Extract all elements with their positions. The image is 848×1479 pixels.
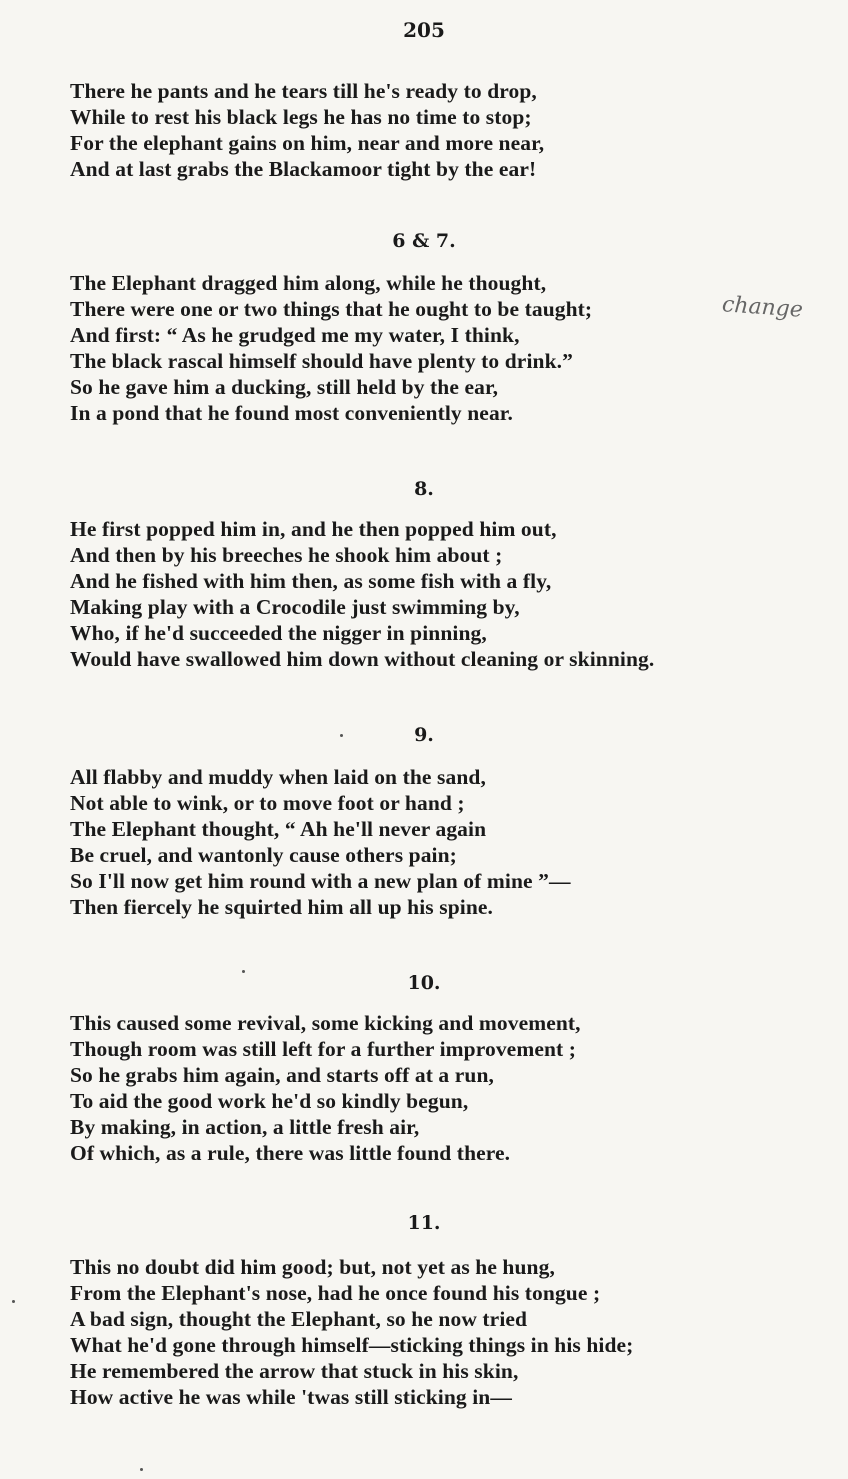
stanza-line: In a pond that he found most conveniently near. <box>70 401 513 425</box>
stanza-line: While to rest his black legs he has no time to stop; <box>70 105 532 129</box>
stanza <box>70 78 830 182</box>
stanza-number: 6 & 7. <box>392 230 456 252</box>
stanza-line: Not able to wink, or to move foot or hand ; <box>70 791 465 815</box>
stanza-line: He first popped him in, and he then popped him out, <box>70 517 557 541</box>
page-number: 205 <box>403 18 445 42</box>
stanza-line: How active he was while 'twas still sticking in— <box>70 1385 512 1409</box>
stanza-line: Who, if he'd succeeded the nigger in pinning, <box>70 621 487 645</box>
stanza-line: So he gave him a ducking, still held by the ear, <box>70 375 499 399</box>
stanza-line: A bad sign, thought the Elephant, so he now tried <box>70 1307 528 1331</box>
stanza-line: So he grabs him again, and starts off at a run, <box>70 1063 494 1087</box>
stanza <box>70 516 830 672</box>
stanza-line: The Elephant thought, “ Ah he'll never again <box>70 817 487 841</box>
stanza <box>70 270 830 426</box>
stanza-line: So I'll now get him round with a new plan of mine ”— <box>70 869 571 893</box>
stanza-line: There he pants and he tears till he's ready to drop, <box>70 79 537 103</box>
handwritten-margin-note: change <box>721 292 804 323</box>
print-speck <box>140 1468 143 1471</box>
stanza-line: Then fiercely he squirted him all up his spine. <box>70 895 494 919</box>
stanza-line: By making, in action, a little fresh air, <box>70 1115 420 1139</box>
stanza-line: Making play with a Crocodile just swimming by, <box>70 595 520 619</box>
stanza-line: To aid the good work he'd so kindly begun, <box>70 1089 469 1113</box>
stanza-line: Be cruel, and wantonly cause others pain; <box>70 843 457 867</box>
print-speck <box>340 734 343 737</box>
stanza-number: 8. <box>414 478 434 500</box>
stanza-number: 9. <box>414 724 434 746</box>
stanza-line: The Elephant dragged him along, while he thought, <box>70 271 547 295</box>
stanza-number: 11. <box>407 1212 441 1234</box>
print-speck <box>12 1300 15 1303</box>
stanza-line: And first: “ As he grudged me my water, I think, <box>70 323 520 347</box>
print-speck <box>242 970 245 973</box>
stanza-line: What he'd gone through himself—sticking things in his hide; <box>70 1333 634 1357</box>
stanza-line: The black rascal himself should have plenty to drink.” <box>70 349 573 373</box>
stanza-line: He remembered the arrow that stuck in his skin, <box>70 1359 519 1383</box>
stanza <box>70 764 830 920</box>
stanza-number: 10. <box>407 972 441 994</box>
stanza-line: Though room was still left for a further improvement ; <box>70 1037 577 1061</box>
stanza-line: For the elephant gains on him, near and more near, <box>70 131 545 155</box>
stanza-line: There were one or two things that he ought to be taught; <box>70 297 593 321</box>
stanza-line: From the Elephant's nose, had he once found his tongue ; <box>70 1281 601 1305</box>
stanza <box>70 1254 830 1410</box>
stanza-line: And at last grabs the Blackamoor tight by the ear! <box>70 157 537 181</box>
stanza-line: And he fished with him then, as some fish with a fly, <box>70 569 552 593</box>
stanza-line: This no doubt did him good; but, not yet as he hung, <box>70 1255 555 1279</box>
stanza-line: Of which, as a rule, there was little found there. <box>70 1141 511 1165</box>
stanza <box>70 1010 830 1166</box>
stanza-line: All flabby and muddy when laid on the sand, <box>70 765 486 789</box>
stanza-line: And then by his breeches he shook him about ; <box>70 543 503 567</box>
stanza-line: Would have swallowed him down without cleaning or skinning. <box>70 647 655 671</box>
stanza-line: This caused some revival, some kicking and movement, <box>70 1011 581 1035</box>
